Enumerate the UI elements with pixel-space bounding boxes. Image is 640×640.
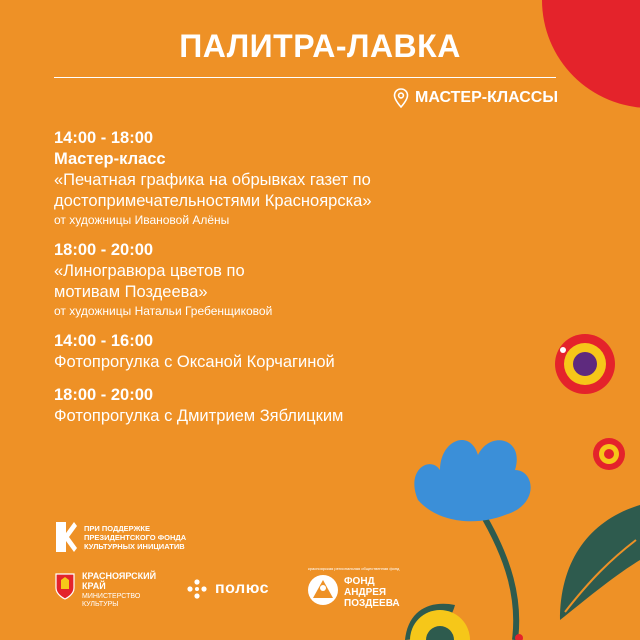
event-title: мотивам Поздеева» (54, 283, 208, 301)
event-host: от художницы Натальи Гребенщиковой (54, 304, 273, 318)
event-time: 14:00 - 16:00 (54, 332, 154, 350)
event-host: от художницы Ивановой Алёны (54, 213, 230, 227)
event-item (54, 128, 494, 228)
event-title: достопримечательностями Красноярска» (54, 192, 372, 210)
event-title: «Печатная графика на обрывках газет по (54, 171, 371, 189)
event-time: 14:00 - 18:00 (54, 129, 154, 147)
event-title: Фотопрогулка с Дмитрием Зяблицким (54, 407, 344, 425)
ring-flower-small (593, 438, 625, 470)
event-kind: Мастер-класс (54, 150, 166, 168)
polyus-logo (186, 578, 269, 600)
ring-flower-large (555, 334, 615, 394)
event-item (54, 385, 494, 427)
event-item (54, 240, 494, 319)
fond-name: ФОНД АНДРЕЯ ПОЗДЕЕВА (344, 576, 400, 609)
region-ministry: МИНИСТЕРСТВО КУЛЬТУРЫ (82, 593, 141, 608)
sponsor-block (54, 520, 186, 554)
coat-of-arms-icon (54, 571, 76, 601)
fond-logo (306, 566, 400, 609)
section-label-text: МАСТЕР-КЛАССЫ (414, 89, 558, 106)
event-time: 18:00 - 20:00 (54, 386, 154, 404)
region-name: КРАСНОЯРСКИЙ КРАЙ (82, 571, 157, 591)
page-title: ПАЛИТРА-ЛАВКА (179, 28, 461, 64)
event-item (54, 331, 494, 373)
event-title: «Линогравюра цветов по (54, 262, 245, 280)
blue-flower (414, 440, 530, 521)
section-label (393, 88, 558, 108)
fond-emblem-icon (306, 566, 340, 606)
polyus-star-icon (186, 578, 208, 600)
event-title: Фотопрогулка с Оксаной Корчагиной (54, 353, 335, 371)
region-logo (54, 571, 156, 609)
events-list (54, 128, 494, 439)
location-pin-icon (393, 88, 409, 108)
pfki-logo-icon (54, 520, 78, 554)
fond-caption: красноярская региональная общественная фонд (308, 566, 400, 571)
event-time: 18:00 - 20:00 (54, 241, 154, 259)
sponsor-text: ПРИ ПОДДЕРЖКЕ ПРЕЗИДЕНТСКОГО ФОНДА КУЛЬТУРНЫХ ИНИЦИАТИВ (84, 523, 187, 551)
title-divider (54, 77, 556, 78)
flower-stem (480, 510, 516, 640)
polyus-name: полюс (215, 580, 270, 597)
